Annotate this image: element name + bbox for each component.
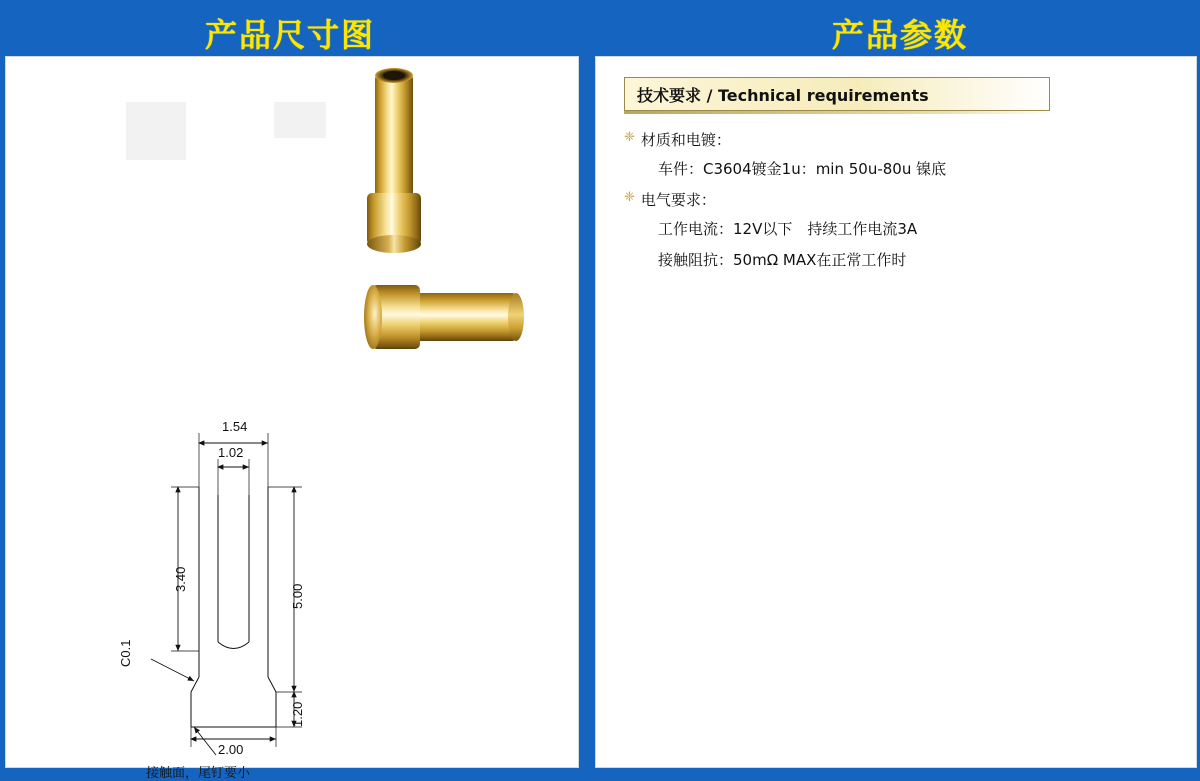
pin-shaft [406, 293, 516, 341]
flower-bullet-icon: ❈ [624, 130, 635, 145]
pin-shaft-end [508, 293, 524, 341]
spec-group-header [624, 129, 1144, 150]
spec-group-header [624, 189, 1144, 210]
dimension-3-40: 3.40 [173, 566, 188, 592]
product-dimension-panel [5, 56, 579, 781]
spec-line: 接触阻抗：50mΩ MAX在正常工作时 [658, 251, 907, 269]
technical-drawing [6, 387, 578, 781]
flower-bullet-icon: ❈ [624, 190, 635, 205]
spec-group-title: 电气要求： [640, 191, 716, 209]
dimension-c0-1: C0.1 [118, 639, 133, 667]
photo-background-patch-1 [126, 102, 186, 160]
dimension-1-20: 1.20 [290, 701, 305, 727]
dimension-5-00: 5.00 [290, 583, 305, 609]
spec-group-electrical [624, 189, 1144, 270]
dimension-1-54: 1.54 [222, 419, 248, 434]
page-title-right: 产品参数 [831, 16, 968, 54]
dimension-1-02: 1.02 [218, 445, 244, 460]
spec-group-title: 材质和电镀： [640, 131, 731, 149]
dimension-2-00: 2.00 [218, 742, 244, 757]
spec-line: 车件：C3604镀金1u：min 50u-80u 镍底 [658, 160, 947, 178]
pin-head-end [364, 285, 382, 349]
banner-underline [624, 111, 1058, 114]
technical-requirements-title: 技术要求 / Technical requirements [637, 85, 929, 105]
header-row [0, 0, 1200, 56]
product-photo-area [6, 57, 578, 387]
product-parameter-panel [595, 56, 1197, 768]
specification-list [624, 129, 1144, 280]
spec-group-material [624, 129, 1144, 179]
page-title-left: 产品尺寸图 [204, 16, 375, 54]
socket-flange-bottom [367, 235, 421, 253]
socket-body [375, 75, 413, 205]
photo-background-patch-2 [274, 102, 326, 138]
socket-bore [383, 71, 405, 80]
spec-line: 工作电流：12V以下 持续工作电流3A [658, 220, 918, 238]
technical-requirements-banner [624, 77, 1050, 111]
drawing-note: 接触面，尾钉要小 [146, 766, 251, 781]
